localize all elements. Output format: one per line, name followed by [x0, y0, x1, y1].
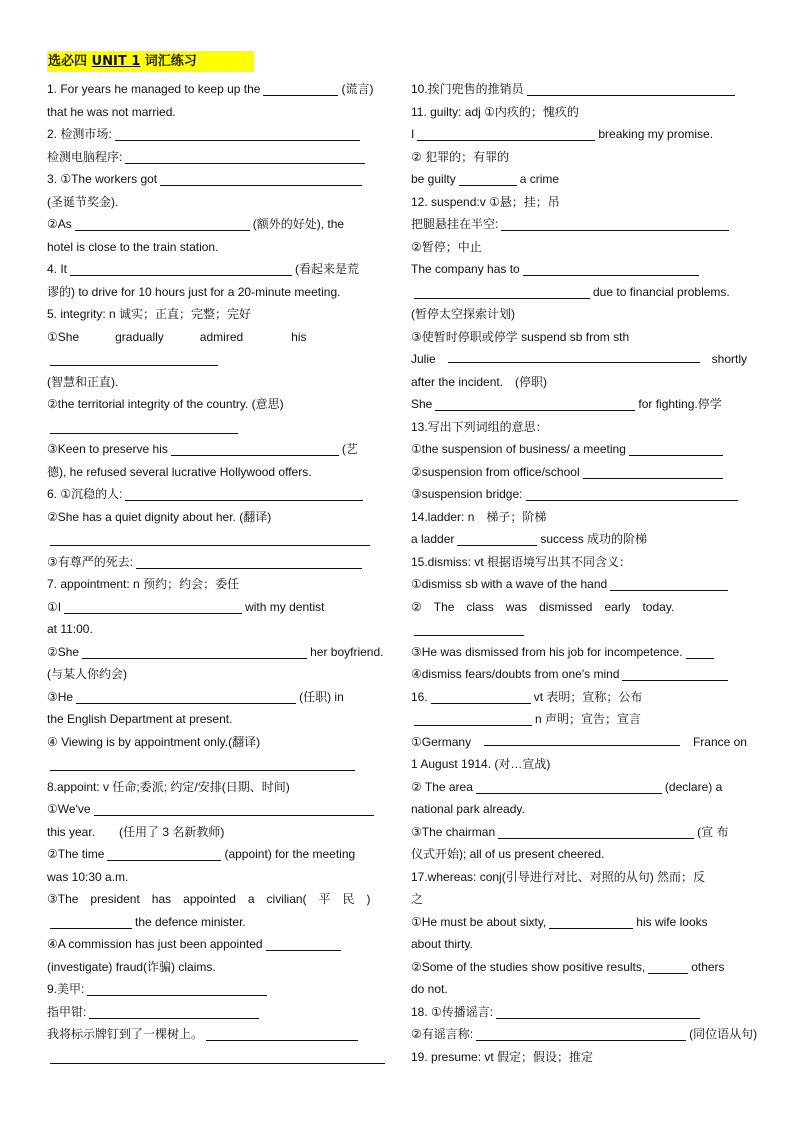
exercise-line [47, 573, 383, 596]
line-text: 1 August 1914. (对…宣战) [411, 757, 551, 771]
line-text-tail: (艺 [341, 442, 358, 456]
answer-blank[interactable] [50, 914, 132, 929]
answer-blank[interactable] [448, 348, 700, 363]
exercise-line [411, 888, 747, 911]
exercise-line [411, 1001, 747, 1024]
line-text: 9.美甲: [47, 982, 85, 996]
exercise-line [47, 393, 383, 416]
line-text: after the incident. (停职) [411, 374, 548, 389]
line-text-tail: the defence minister. [135, 914, 246, 929]
exercise-line [47, 731, 383, 754]
exercise-line [411, 933, 747, 956]
exercise-line [47, 843, 383, 866]
exercise-line [47, 753, 383, 776]
line-text: ③suspension bridge: [411, 487, 523, 501]
exercise-line [411, 101, 747, 124]
exercise-line [47, 236, 383, 259]
exercise-line [47, 191, 383, 214]
line-text: 7. appointment: n 预约；约会；委任 [47, 577, 240, 591]
exercise-line [47, 978, 383, 1001]
answer-blank[interactable] [263, 81, 338, 96]
exercise-line [47, 146, 383, 169]
exercise-line [411, 371, 747, 394]
exercise-line [411, 663, 747, 686]
line-text: 2. 检测市场: [47, 127, 112, 141]
right-column [411, 78, 758, 1068]
answer-blank[interactable] [50, 351, 218, 366]
exercise-line [47, 866, 383, 889]
line-text: ①He must be about sixty, [411, 914, 547, 929]
answer-blank[interactable] [115, 126, 360, 141]
line-text: ②She [47, 644, 80, 659]
answer-blank[interactable] [496, 1004, 700, 1019]
line-text-tail: for fighting.停学 [638, 397, 722, 411]
exercise-line [411, 303, 747, 326]
line-text-tail: shortly [711, 352, 747, 366]
exercise-line [47, 258, 383, 281]
line-text: ③The chairman [411, 824, 496, 839]
line-text-tail: vt 表明；宣称；公布 [533, 689, 643, 704]
answer-blank[interactable] [459, 171, 517, 186]
exercise-line [47, 1046, 383, 1069]
line-text: ①She gradually admired his [47, 329, 307, 344]
line-text: 15.dismiss: vt 根据语境写出其不同含义： [411, 554, 632, 569]
exercise-line [47, 888, 383, 911]
exercise-line [47, 821, 383, 844]
answer-blank[interactable] [686, 644, 714, 659]
line-text: 19. presume: vt 假定；假设；推定 [411, 1049, 594, 1064]
line-text: ③使暂时停职或停学 suspend sb from sth [411, 329, 630, 344]
left-column [47, 78, 383, 1068]
exercise-line [47, 438, 383, 461]
line-text: I [411, 127, 415, 141]
line-text: be guilty [411, 172, 456, 186]
answer-blank[interactable] [526, 486, 738, 501]
line-text-tail: (看起来是荒 [295, 262, 360, 276]
exercise-line [47, 101, 383, 124]
exercise-line [411, 776, 747, 799]
exercise-line [47, 686, 383, 709]
line-text: 16. [411, 689, 428, 704]
line-text: ①Germany [411, 734, 472, 749]
line-text-tail: (appoint) for the meeting [224, 847, 356, 861]
line-text: ④ Viewing is by appointment only.(翻译) [47, 734, 261, 749]
answer-blank[interactable] [527, 81, 735, 96]
exercise-line [47, 551, 383, 574]
exercise-line [47, 1001, 383, 1024]
line-text-tail: (谎言) [341, 82, 374, 96]
line-text: this year. (任用了 3 名新教师) [47, 824, 225, 839]
exercise-line [47, 596, 383, 619]
line-text: 1. For years he managed to keep up the [47, 82, 261, 96]
exercise-line [47, 303, 383, 326]
line-text: (智慧和正直). [47, 374, 119, 389]
exercise-line [47, 663, 383, 686]
answer-blank[interactable] [125, 486, 363, 501]
line-text: ② The area [411, 779, 473, 794]
line-text: 指甲钳: [47, 1004, 87, 1019]
answer-blank[interactable] [94, 801, 374, 816]
line-text: that he was not married. [47, 104, 176, 119]
line-text: 检测电脑程序: [47, 149, 123, 164]
answer-blank[interactable] [435, 396, 635, 411]
line-text-tail: France on [692, 734, 747, 749]
line-text: ②暂停；中止 [411, 239, 482, 254]
line-text: national park already. [411, 802, 525, 816]
answer-blank[interactable] [476, 1026, 686, 1041]
exercise-line [411, 573, 747, 596]
exercise-line [411, 528, 747, 551]
answer-blank[interactable] [75, 216, 250, 231]
line-text-tail: (额外的好处), the [252, 217, 345, 231]
exercise-line [47, 416, 383, 439]
exercise-line [411, 821, 747, 844]
line-text: Julie [411, 352, 436, 366]
exercise-line [411, 686, 747, 709]
line-text-tail: breaking my promise. [598, 127, 714, 141]
title-suffix: 词汇练习 [144, 54, 197, 69]
line-text: ② The class was dismissed early today. [411, 599, 675, 614]
exercise-line [411, 708, 747, 731]
line-text: ①the suspension of business/ a meeting [411, 442, 626, 456]
exercise-line [411, 618, 747, 641]
answer-blank[interactable] [414, 621, 524, 636]
answer-blank[interactable] [64, 599, 242, 614]
answer-blank[interactable] [414, 711, 532, 726]
line-text: do not. [411, 982, 448, 996]
exercise-line [47, 461, 383, 484]
line-text: 4. It [47, 262, 68, 276]
answer-blank[interactable] [549, 914, 633, 929]
line-text: ②the territorial integrity of the country. (意思) [47, 397, 284, 411]
line-text: hotel is close to the train station. [47, 239, 219, 254]
answer-blank[interactable] [523, 261, 699, 276]
exercise-line [47, 213, 383, 236]
exercise-line [411, 911, 747, 934]
line-text: 17.whereas: conj(引导进行对比、对照的从句) 然而；反 [411, 869, 706, 884]
title-unit: UNIT 1 [91, 54, 141, 69]
line-text: ②She has a quiet dignity about her. (翻译) [47, 509, 272, 524]
exercise-line [47, 641, 383, 664]
exercise-line [411, 641, 747, 664]
exercise-line [411, 978, 747, 1001]
line-text: ③He was dismissed from his job for incompetence. [411, 644, 683, 659]
line-text: ②Some of the studies show positive results, [411, 959, 646, 974]
line-text-tail: success 成功的阶梯 [540, 532, 648, 546]
line-text: ③有尊严的死去: [47, 554, 134, 569]
line-text-tail: (任职) in [299, 689, 344, 704]
answer-blank[interactable] [82, 644, 307, 659]
line-text-tail: a crime [519, 172, 560, 186]
answer-blank[interactable] [431, 689, 531, 704]
exercise-line [411, 483, 747, 506]
exercise-line [411, 551, 747, 574]
exercise-line [411, 258, 747, 281]
line-text: the English Department at present. [47, 712, 233, 726]
answer-blank[interactable] [50, 1049, 385, 1064]
line-text: 11. guilty: adj ①内疚的；愧疚的 [411, 104, 579, 119]
answer-blank[interactable] [50, 419, 238, 434]
exercise-line [411, 326, 747, 349]
answer-blank[interactable] [417, 126, 595, 141]
line-text: 德), he refused several lucrative Hollywood offers. [47, 464, 312, 479]
answer-blank[interactable] [476, 779, 662, 794]
answer-blank[interactable] [160, 171, 362, 186]
line-text-tail: n 声明；宣告；宣言 [535, 712, 642, 726]
exercise-line [411, 123, 747, 146]
exercise-line [47, 1023, 383, 1046]
line-text: 12. suspend:v ①悬；挂；吊 [411, 194, 560, 209]
exercise-line [47, 371, 383, 394]
line-text: ①I [47, 599, 62, 614]
line-text: 把腿悬挂在半空: [411, 217, 499, 231]
answer-blank[interactable] [171, 441, 339, 456]
line-text: ④A commission has just been appointed [47, 937, 263, 951]
exercise-line [47, 528, 383, 551]
line-text: ②有谣言称: [411, 1027, 474, 1041]
line-text: 仪式开始); all of us present cheered. [411, 847, 605, 861]
answer-blank[interactable] [629, 441, 723, 456]
answer-blank[interactable] [70, 261, 292, 276]
answer-blank[interactable] [50, 756, 355, 771]
exercise-line [47, 123, 383, 146]
answer-blank[interactable] [583, 464, 723, 479]
exercise-line [47, 618, 383, 641]
line-text-tail: (同位语从句) [689, 1027, 758, 1041]
exercise-line [411, 843, 747, 866]
line-text: 8.appoint: v 任命;委派; 约定/安排(日期、时间) [47, 779, 290, 794]
exercise-line [47, 776, 383, 799]
line-text: 之 [411, 892, 424, 906]
exercise-line [47, 326, 383, 349]
title-prefix: 选必四 [48, 54, 88, 69]
exercise-line [411, 956, 747, 979]
line-text: a ladder [411, 532, 455, 546]
answer-blank[interactable] [414, 284, 590, 299]
line-text: ②suspension from office/school [411, 464, 580, 479]
exercise-line [411, 281, 747, 304]
exercise-line [411, 438, 747, 461]
line-text: ③Keen to preserve his [47, 442, 168, 456]
line-text-tail: his wife looks [636, 914, 708, 929]
line-text: at 11:00. [47, 622, 93, 636]
answer-blank[interactable] [498, 824, 694, 839]
answer-blank[interactable] [89, 1004, 259, 1019]
answer-blank[interactable] [87, 981, 267, 996]
line-text: 谬的) to drive for 10 hours just for a 20-minute meeting. [47, 284, 341, 299]
exercise-line [411, 78, 747, 101]
line-text: (圣诞节奖金). [47, 194, 119, 209]
answer-blank[interactable] [125, 149, 365, 164]
exercise-line [411, 393, 747, 416]
line-text-tail: due to financial problems. [593, 284, 730, 299]
line-text: 6. ①沉稳的人: [47, 487, 123, 501]
line-text-tail: (declare) a [664, 779, 723, 794]
exercise-line [47, 798, 383, 821]
answer-blank[interactable] [610, 576, 728, 591]
exercise-line [411, 596, 747, 619]
exercise-line [47, 168, 383, 191]
line-text: about thirty. [411, 937, 473, 951]
line-text: ④dismiss fears/doubts from one's mind [411, 667, 620, 681]
answer-blank[interactable] [50, 531, 370, 546]
line-text: 14.ladder: n 梯子；阶梯 [411, 509, 547, 524]
answer-blank[interactable] [76, 689, 296, 704]
exercise-line [411, 731, 747, 754]
line-text: (暂停太空探索计划) [411, 307, 515, 321]
exercise-line [411, 1046, 747, 1069]
exercise-line [411, 213, 747, 236]
answer-blank[interactable] [501, 216, 729, 231]
line-text: 我将标示牌钉到了一棵树上。 [47, 1027, 204, 1041]
line-text: ③The president has appointed a civilian( 平 民 ) [47, 892, 371, 906]
line-text: 13.写出下列词组的意思： [411, 419, 548, 434]
exercise-line [411, 146, 747, 169]
line-text: was 10:30 a.m. [47, 869, 129, 884]
exercise-line [47, 911, 383, 934]
line-text: ②As [47, 217, 72, 231]
line-text: She [411, 397, 433, 411]
exercise-line [411, 1023, 758, 1046]
answer-blank[interactable] [107, 846, 221, 861]
line-text: 5. integrity: n 诚实；正直；完整；完好 [47, 307, 252, 321]
line-text: (investigate) fraud(诈骗) claims. [47, 959, 216, 974]
line-text: The company has to [411, 262, 520, 276]
exercise-line [47, 78, 383, 101]
line-text-tail: with my dentist [245, 599, 325, 614]
exercise-line [47, 506, 383, 529]
line-text: ②The time [47, 847, 105, 861]
exercise-line [411, 168, 747, 191]
answer-blank[interactable] [266, 936, 341, 951]
exercise-line [47, 708, 383, 731]
answer-blank[interactable] [622, 666, 728, 681]
exercise-line [411, 753, 747, 776]
exercise-line [47, 956, 383, 979]
line-text: (与某人你约会) [47, 667, 127, 681]
exercise-line [411, 416, 747, 439]
answer-blank[interactable] [206, 1026, 358, 1041]
line-text: ①dismiss sb with a wave of the hand [411, 577, 608, 591]
line-text-tail: others [691, 959, 725, 974]
line-text-tail: her boyfriend. [310, 644, 384, 659]
exercise-line [411, 866, 747, 889]
worksheet-title [47, 51, 254, 72]
line-text: ①We've [47, 802, 91, 816]
line-text-tail: (宣 布 [697, 824, 729, 839]
exercise-line [47, 281, 383, 304]
exercise-line [411, 461, 747, 484]
exercise-line [411, 191, 747, 214]
line-text: ③He [47, 689, 74, 704]
line-text: ② 犯罪的；有罪的 [411, 149, 510, 164]
exercise-line [411, 798, 747, 821]
line-text: 10.挨门兜售的推销员 [411, 82, 524, 96]
exercise-line [47, 483, 383, 506]
answer-blank[interactable] [648, 959, 688, 974]
exercise-line [411, 348, 747, 371]
exercise-line [47, 933, 383, 956]
answer-blank[interactable] [457, 531, 537, 546]
exercise-line [411, 236, 747, 259]
line-text: 18. ①传播谣言: [411, 1004, 494, 1019]
exercise-line [47, 348, 383, 371]
answer-blank[interactable] [136, 554, 362, 569]
answer-blank[interactable] [484, 731, 680, 746]
exercise-line [411, 506, 747, 529]
line-text: 3. ①The workers got [47, 172, 158, 186]
